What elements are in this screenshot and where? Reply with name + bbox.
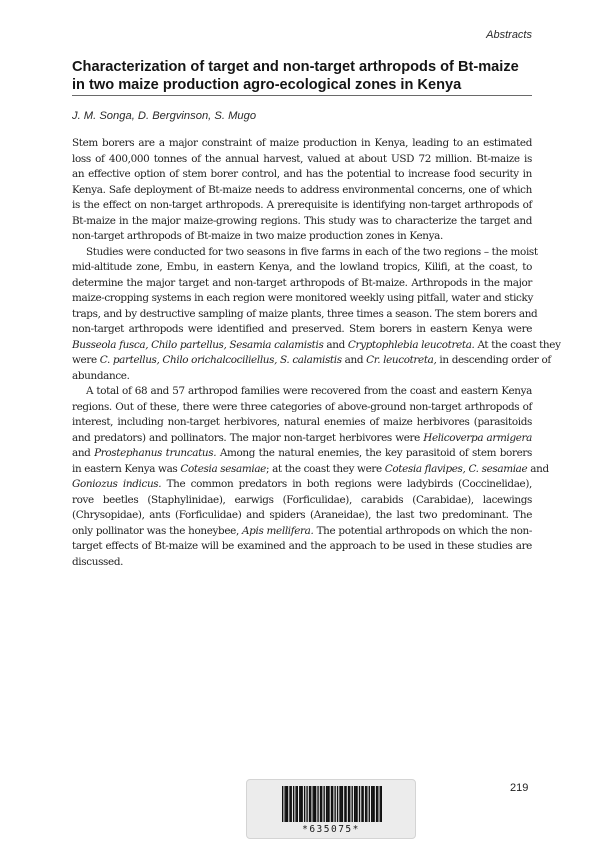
text-line <box>72 384 532 400</box>
barcode-bar <box>315 786 316 822</box>
barcode-bar <box>300 786 301 822</box>
barcode-bar <box>332 786 333 822</box>
barcode-bar <box>327 786 328 822</box>
text-segment: The potential arthropods on which the non- <box>313 524 532 537</box>
barcode-bar <box>321 786 322 822</box>
barcode-bar <box>359 786 360 822</box>
text-line <box>72 229 532 245</box>
text-line <box>72 136 532 152</box>
italic-species-name: Cryptophlebia leucotreta. <box>347 338 475 351</box>
text-segment: loss of 400,000 tonnes of the annual harvest, valued at about USD 72 million. Bt-maize is <box>72 152 532 165</box>
barcode-bar <box>366 786 367 822</box>
italic-species-name: Apis mellifera. <box>242 524 314 537</box>
barcode-bar <box>289 786 290 822</box>
barcode-bar <box>291 786 292 822</box>
text-line <box>72 152 532 168</box>
text-segment: Studies were conducted for two seasons in five farms in each of the two regions – the moist <box>86 245 538 258</box>
barcode-bar <box>328 786 329 822</box>
barcode-bar <box>365 786 366 822</box>
text-segment: Bt-maize in the major maize-growing regions. This study was to characterize the target and <box>72 214 532 227</box>
text-line <box>72 508 532 524</box>
italic-species-name: Cotesia sesamiae <box>180 462 266 475</box>
barcode-bar <box>337 786 338 822</box>
barcode-bar <box>342 786 343 822</box>
text-segment: determine the major target and non-target arthropods of Bt-maize. Arthropods in the major <box>72 276 532 289</box>
barcode-bar <box>369 786 370 822</box>
text-line <box>72 431 532 447</box>
text-segment: and <box>527 462 549 475</box>
barcode-bar <box>284 786 285 822</box>
barcode-bar <box>334 786 335 822</box>
barcode-bar <box>341 786 342 822</box>
barcode-bar <box>349 786 350 822</box>
barcode-bar <box>376 786 377 822</box>
barcode-bar <box>310 786 311 822</box>
barcode-bar <box>304 786 305 822</box>
text-segment: traps, and by destructive sampling of maize plants, three times a season. The stem borers and <box>72 307 538 320</box>
barcode-bar <box>282 786 283 822</box>
text-segment: interest, including non-target herbivores, natural enemies of maize herbivores (parasitoids <box>72 416 532 428</box>
barcode-bar <box>354 786 355 822</box>
barcode-bar <box>323 786 324 822</box>
barcode-graphic <box>282 786 382 822</box>
italic-species-name: C. partellus, Chilo orichalcociliellus, S. calamistis <box>99 354 342 366</box>
barcode-number: *635075* <box>302 824 360 835</box>
text-line <box>72 183 532 199</box>
barcode-bar <box>317 786 318 822</box>
text-segment: non-target arthropods of Bt-maize in two maize production zones in Kenya. <box>72 230 443 242</box>
text-segment: A total of 68 and 57 arthropod families were recovered from the coast and eastern Kenya <box>86 385 532 397</box>
barcode-bar <box>372 786 373 822</box>
barcode-bars <box>282 786 382 822</box>
text-segment: Kenya. Safe deployment of Bt-maize needs to address environmental concerns, one of which <box>72 183 532 196</box>
barcode-bar <box>314 786 315 822</box>
abstract-body <box>72 136 561 570</box>
text-line <box>72 322 532 338</box>
barcode-bar <box>295 786 296 822</box>
text-line <box>72 338 561 354</box>
text-segment: (Chrysopidae), ants (Forficulidae) and spiders (Araneidae), the last two predominant. The <box>72 509 532 521</box>
barcode-bar <box>331 786 332 822</box>
text-segment: an effective option of stem borer control, and has the potential to increase food security in <box>72 168 532 180</box>
text-segment: in descending order of <box>436 354 551 366</box>
text-line <box>72 493 532 509</box>
text-segment: and <box>341 354 367 366</box>
barcode-bar <box>348 786 349 822</box>
text-segment: mid-altitude zone, Embu, in eastern Kenya, and the lowland tropics, Kilifi, at the coast, to <box>72 261 532 273</box>
barcode-bar <box>339 786 340 822</box>
barcode-bar <box>344 786 345 822</box>
text-line <box>72 245 538 261</box>
text-line <box>72 400 532 416</box>
article-title: Characterization of target and non-target arthropods of Bt-maize in two maize production agro-ecological zones in Kenya <box>72 59 519 93</box>
text-line <box>72 369 532 385</box>
text-line <box>72 539 532 555</box>
text-line <box>72 167 532 183</box>
authors: J. M. Songa, D. Bergvinson, S. Mugo <box>72 110 257 122</box>
abstract-paragraph <box>72 384 549 570</box>
italic-species-name: Cr. leucotreta, <box>366 354 437 366</box>
italic-species-name: Prostephanus truncatus. <box>94 447 217 459</box>
text-segment: ; at the coast they were <box>265 462 385 475</box>
text-line <box>72 462 549 478</box>
barcode-bar <box>299 786 300 822</box>
text-segment: is the effect on non-target arthropods. A prerequisite is identifying non-target arthropods of <box>72 199 532 211</box>
text-segment: target effects of Bt-maize will be examined and the approach to be used in these studies are <box>72 540 532 552</box>
barcode-bar <box>309 786 310 822</box>
abstract-paragraph <box>72 245 561 385</box>
text-segment: were <box>72 354 100 366</box>
italic-species-name: Cotesia flavipes, C. sesamiae <box>384 462 528 475</box>
barcode-bar <box>352 786 353 822</box>
barcode-bar <box>326 786 327 822</box>
text-segment: Among the natural enemies, the key parasitoid of stem borers <box>216 447 532 459</box>
barcode-bar <box>356 786 357 822</box>
text-line <box>72 291 532 307</box>
italic-species-name: Busseola fusca, Chilo partellus, Sesamia calamistis <box>72 338 324 351</box>
text-line <box>72 555 532 571</box>
barcode-bar <box>373 786 374 822</box>
barcode-bar <box>362 786 363 822</box>
barcode-bar <box>286 786 287 822</box>
text-line <box>72 524 532 540</box>
text-segment: discussed. <box>72 555 124 568</box>
text-line <box>72 260 532 276</box>
title-underline <box>72 95 532 96</box>
text-segment: rove beetles (Staphylinidae), earwigs (Forficulidae), carabids (Carabidae), lacewings <box>72 493 532 506</box>
text-segment: only pollinator was the honeybee, <box>72 524 243 537</box>
barcode-bar <box>320 786 321 822</box>
text-segment: At the coast they <box>474 338 561 351</box>
text-segment: maize-cropping systems in each region were monitored weekly using pitfall, water and sticky <box>72 292 533 304</box>
barcode-bar <box>377 786 378 822</box>
text-segment: non-target arthropods were identified and preserved. Stem borers in eastern Kenya were <box>72 323 532 335</box>
barcode-bar <box>361 786 362 822</box>
page-number: 219 <box>510 782 529 794</box>
text-line <box>72 477 532 493</box>
text-line <box>72 276 532 292</box>
running-head: Abstracts <box>486 29 532 41</box>
text-line <box>72 415 532 431</box>
barcode-bar <box>297 786 298 822</box>
text-segment: Stem borers are a major constraint of maize production in Kenya, leading to an estimated <box>72 137 532 149</box>
barcode-bar <box>302 786 303 822</box>
barcode-bar <box>312 786 313 822</box>
italic-species-name: Helicoverpa armigera <box>423 431 533 444</box>
barcode-label <box>246 779 416 839</box>
barcode-bar <box>306 786 307 822</box>
barcode-bar <box>293 786 294 822</box>
abstract-paragraph <box>72 136 532 245</box>
text-segment: and predators) and pollinators. The major non-target herbivores were <box>72 431 424 444</box>
text-line <box>72 198 532 214</box>
text-segment: regions. Out of these, there were three categories of above-ground non-target arthropods of <box>72 400 532 413</box>
barcode-bar <box>371 786 372 822</box>
text-line <box>72 214 532 230</box>
barcode-bar <box>381 786 382 822</box>
barcode-bar <box>287 786 288 822</box>
text-segment: and <box>323 338 348 351</box>
barcode-bar <box>345 786 346 822</box>
barcode-bar <box>355 786 356 822</box>
italic-species-name: Goniozus indicus. <box>72 478 162 490</box>
text-segment: The common predators in both regions were ladybirds (Coccinelidae), <box>161 478 532 490</box>
text-line <box>72 307 538 323</box>
barcode-bar <box>380 786 381 822</box>
text-segment: abundance. <box>72 369 130 382</box>
text-segment: and <box>72 447 95 459</box>
text-line <box>72 446 532 462</box>
text-line <box>72 353 551 369</box>
text-segment: in eastern Kenya was <box>72 462 181 475</box>
